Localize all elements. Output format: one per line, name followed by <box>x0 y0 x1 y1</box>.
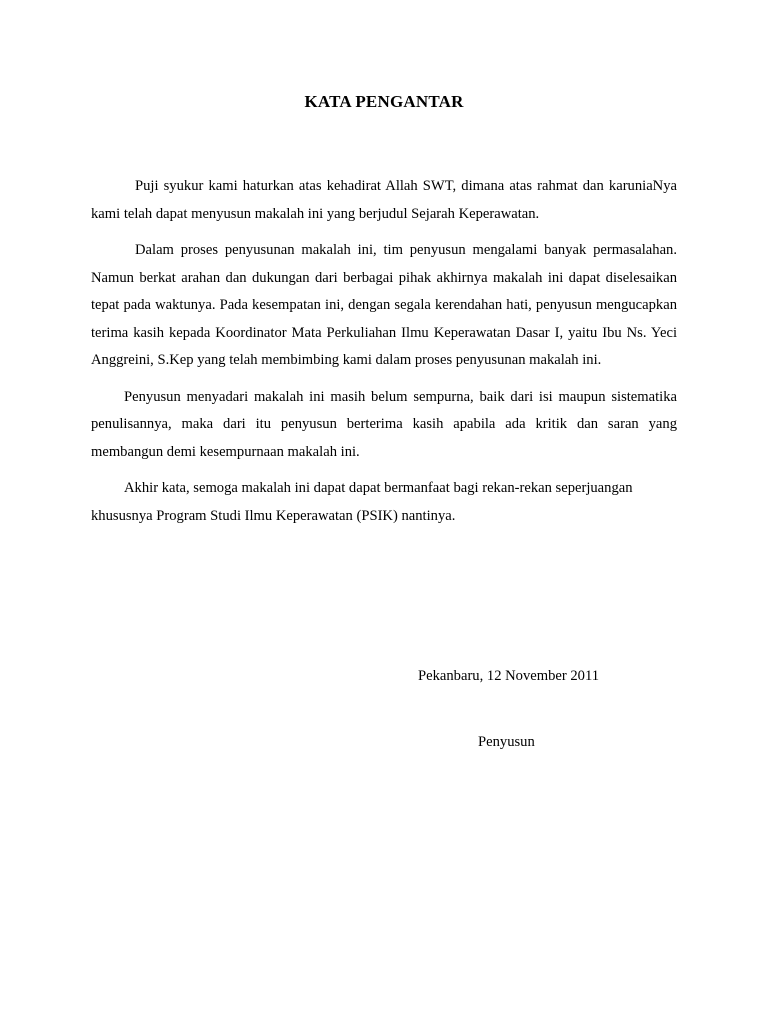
paragraph-gratitude: Puji syukur kami haturkan atas kehadirat Allah SWT, dimana atas rahmat dan karuniaNya kami telah dapat menyusun makalah ini yang berjudul Sejarah Keperawatan. <box>91 178 677 222</box>
place-and-date: Pekanbaru, 12 November 2011 <box>418 668 600 684</box>
paragraph-acknowledgement: Dalam proses penyusunan makalah ini, tim penyusun mengalami banyak permasalahan. Namun berkat arahan dan dukungan dari berbagai pihak akhirnya makalah ini dapat diselesaikan tepat pada waktunya. Pada kesempatan ini, dengan segala kerendahan hati, penyusun mengucapkan terima kasih kepada Koordinator Mata Perkuliahan Ilmu Keperawatan Dasar I, yaitu Ibu Ns. Yeci Anggreini, S.Kep yang telah membimbing kami dalam proses penyusunan makalah ini. <box>91 242 677 368</box>
author-signature-label: Penyusun <box>478 734 535 750</box>
document-body <box>91 173 677 539</box>
paragraph-imperfection: Penyusun menyadari makalah ini masih belum sempurna, baik dari isi maupun sistematika penulisannya, maka dari itu penyusun berterima kasih apabila ada kritik dan saran yang membangun demi kesempurnaan makalah ini. <box>91 388 677 460</box>
paragraph-closing: Akhir kata, semoga makalah ini dapat dapat bermanfaat bagi rekan-rekan seperjuangan khususnya Program Studi Ilmu Keperawatan (PSIK) nantinya. <box>91 480 633 524</box>
page-title: KATA PENGANTAR <box>304 92 464 111</box>
